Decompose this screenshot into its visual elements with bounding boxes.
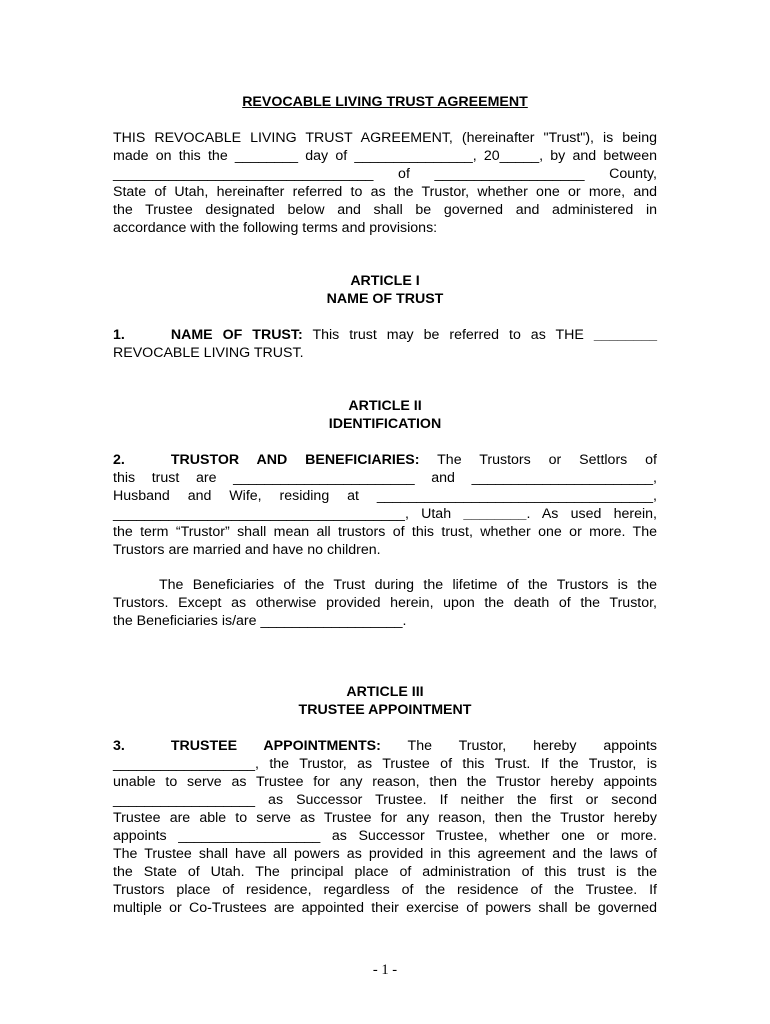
section-text: __________________ as Successor Trustee. If neither the first or second — [113, 792, 657, 808]
article-2-subheading: IDENTIFICATION — [328, 416, 442, 432]
intro-line: State of Utah, hereinafter referred to as the Trustor, whether one or more, and — [113, 184, 657, 200]
section-text: _____________________________________, Utah — [113, 506, 464, 522]
article-2-heading: ARTICLE II — [348, 398, 422, 414]
section-text: Husband and Wife, residing at ___________________________________, — [113, 488, 657, 504]
section-text: The Beneficiaries of the Trust during the lifetime of the Trustors is the — [159, 577, 657, 593]
section-text: appoints __________________ as Successor Trustee, whether one or more. — [113, 828, 657, 844]
trust-name-blank: ________ — [593, 327, 658, 343]
intro-paragraph — [113, 129, 657, 237]
section-number: 1. — [113, 327, 125, 343]
section-text: the State of Utah. The principal place of administration of this trust is the — [113, 864, 657, 880]
section-text: . As used herein, — [526, 506, 658, 522]
section-text: unable to serve as Trustee for any reason, then the Trustor hereby appoints — [113, 774, 657, 790]
section-text: Trustee are able to serve as Trustee for any reason, then the Trustor hereby — [113, 810, 657, 826]
article-1-heading: ARTICLE I — [350, 273, 420, 289]
article-1-subheading: NAME OF TRUST — [326, 291, 444, 307]
section-text: REVOCABLE LIVING TRUST. — [113, 345, 304, 361]
section-label: NAME OF TRUST: — [170, 327, 303, 343]
section-1 — [113, 326, 657, 362]
intro-line: _________________________________ of ___________________ County, — [113, 166, 657, 182]
intro-line: accordance with the following terms and provisions: — [113, 220, 438, 236]
section-text: this trust are _______________________ and _______________________, — [113, 470, 657, 486]
county-blank: ________ — [463, 506, 527, 522]
section-text: multiple or Co-Trustees are appointed their exercise of powers shall be governed — [113, 900, 657, 916]
intro-line: THIS REVOCABLE LIVING TRUST AGREEMENT, (hereinafter "Trust"), is being — [113, 130, 657, 146]
section-label: TRUSTOR AND BENEFICIARIES: — [170, 452, 420, 468]
beneficiaries-paragraph — [113, 576, 657, 630]
section-number: 2. — [113, 452, 125, 468]
section-3 — [113, 737, 657, 917]
section-text: The Trustor, hereby appoints — [407, 738, 657, 754]
section-text: This trust may be referred to as THE — [312, 327, 584, 343]
section-text: The Trustee shall have all powers as provided in this agreement and the laws of — [113, 846, 657, 862]
section-text: The Trustors or Settlors of — [437, 452, 657, 468]
section-number: 3. — [113, 738, 125, 754]
section-label: TRUSTEE APPOINTMENTS: — [170, 738, 381, 754]
section-2 — [113, 451, 657, 559]
section-text: the term “Trustor” shall mean all trustors of this trust, whether one or more. The — [113, 524, 657, 540]
section-text: the Beneficiaries is/are __________________. — [113, 613, 407, 629]
section-text: __________________, the Trustor, as Trustee of this Trust. If the Trustor, is — [113, 756, 657, 772]
intro-line: made on this the ________ day of _______________, 20_____, by and between — [113, 148, 657, 164]
document-title: REVOCABLE LIVING TRUST AGREEMENT — [242, 94, 528, 110]
section-text: Trustors. Except as otherwise provided herein, upon the death of the Trustor, — [113, 595, 657, 611]
intro-line: the Trustee designated below and shall be governed and administered in — [113, 202, 657, 218]
article-3-subheading: TRUSTEE APPOINTMENT — [298, 702, 472, 718]
page-number: - 1 - — [372, 962, 398, 978]
article-3-heading: ARTICLE III — [346, 684, 424, 700]
section-text: Trustors are married and have no children. — [113, 542, 381, 558]
section-text: Trustors place of residence, regardless of the residence of the Trustee. If — [113, 882, 657, 898]
